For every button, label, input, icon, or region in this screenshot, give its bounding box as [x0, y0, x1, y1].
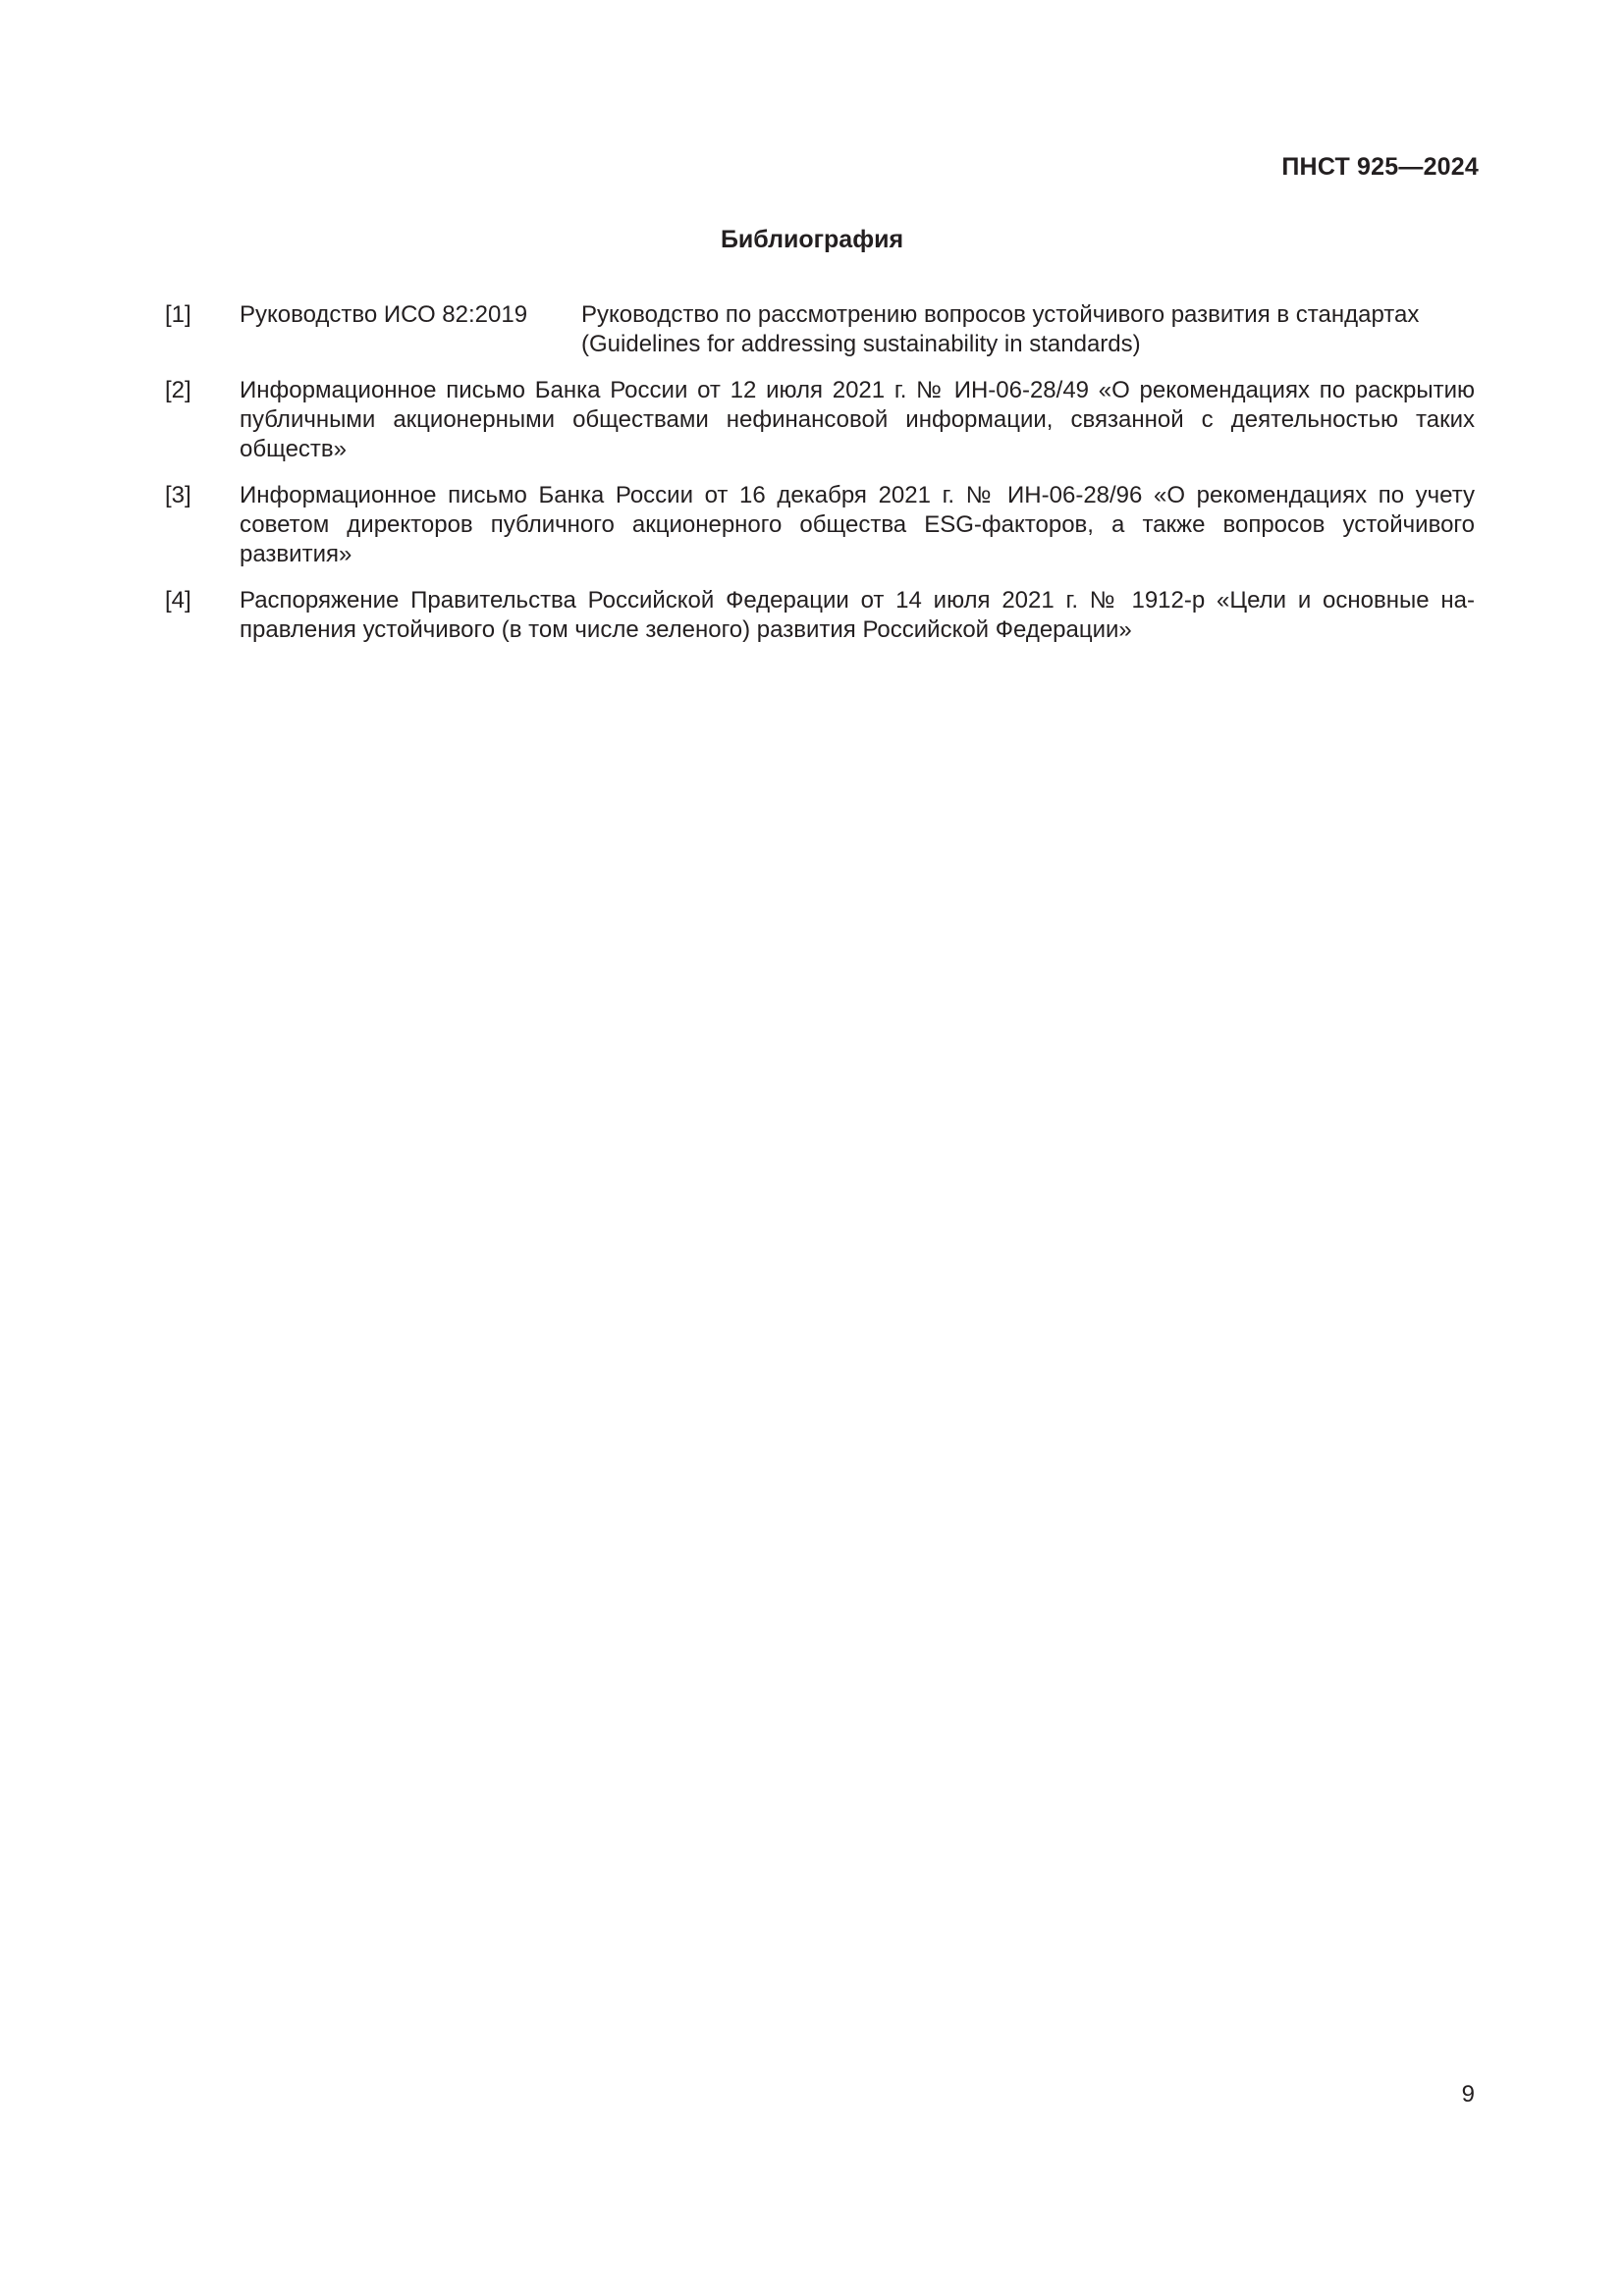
bibliography-entry: [165, 376, 1475, 464]
entry-text: Информационное письмо Банка России от 12 июля 2021 г. № ИН-06-28/49 «О рекомендациях по раскрытию публичными акционерными обществами нефинансовой информации, связанной с деятельностью таких обществ»: [240, 377, 1475, 462]
entry-description-line: (Guidelines for addressing sustainability in standards): [581, 331, 1141, 357]
entry-reference: Руководство ИСО 82:2019: [240, 301, 528, 328]
bibliography-title: Библиография: [720, 226, 904, 253]
entry-number: [4]: [165, 587, 191, 614]
entry-number: [1]: [165, 301, 191, 328]
entry-number: [3]: [165, 482, 191, 508]
entry-text: Распоряжение Правительства Российской Федерации от 14 июля 2021 г. № 1912-р «Цели и основные направления устойчивого (в том числе зеленого) развития Российской Федерации»: [240, 587, 1475, 643]
bibliography-entry: [165, 300, 1475, 359]
entry-description-line: Руководство по рассмотрению вопросов устойчивого развития в стандартах: [581, 301, 1420, 328]
bibliography-entry: [165, 481, 1475, 569]
document-code: ПНСТ 925—2024: [1281, 153, 1479, 181]
entry-text: Информационное письмо Банка России от 16 декабря 2021 г. № ИН-06-28/96 «О рекомендациях по учету советом директоров публичного акционерного общества ESG-факторов, а также вопросов устойчивого развития»: [240, 482, 1475, 567]
bibliography-list: [165, 300, 1475, 662]
entry-description: [581, 300, 1475, 359]
page-number: 9: [1461, 2081, 1475, 2108]
entry-number: [2]: [165, 377, 191, 403]
bibliography-entry: [165, 586, 1475, 645]
